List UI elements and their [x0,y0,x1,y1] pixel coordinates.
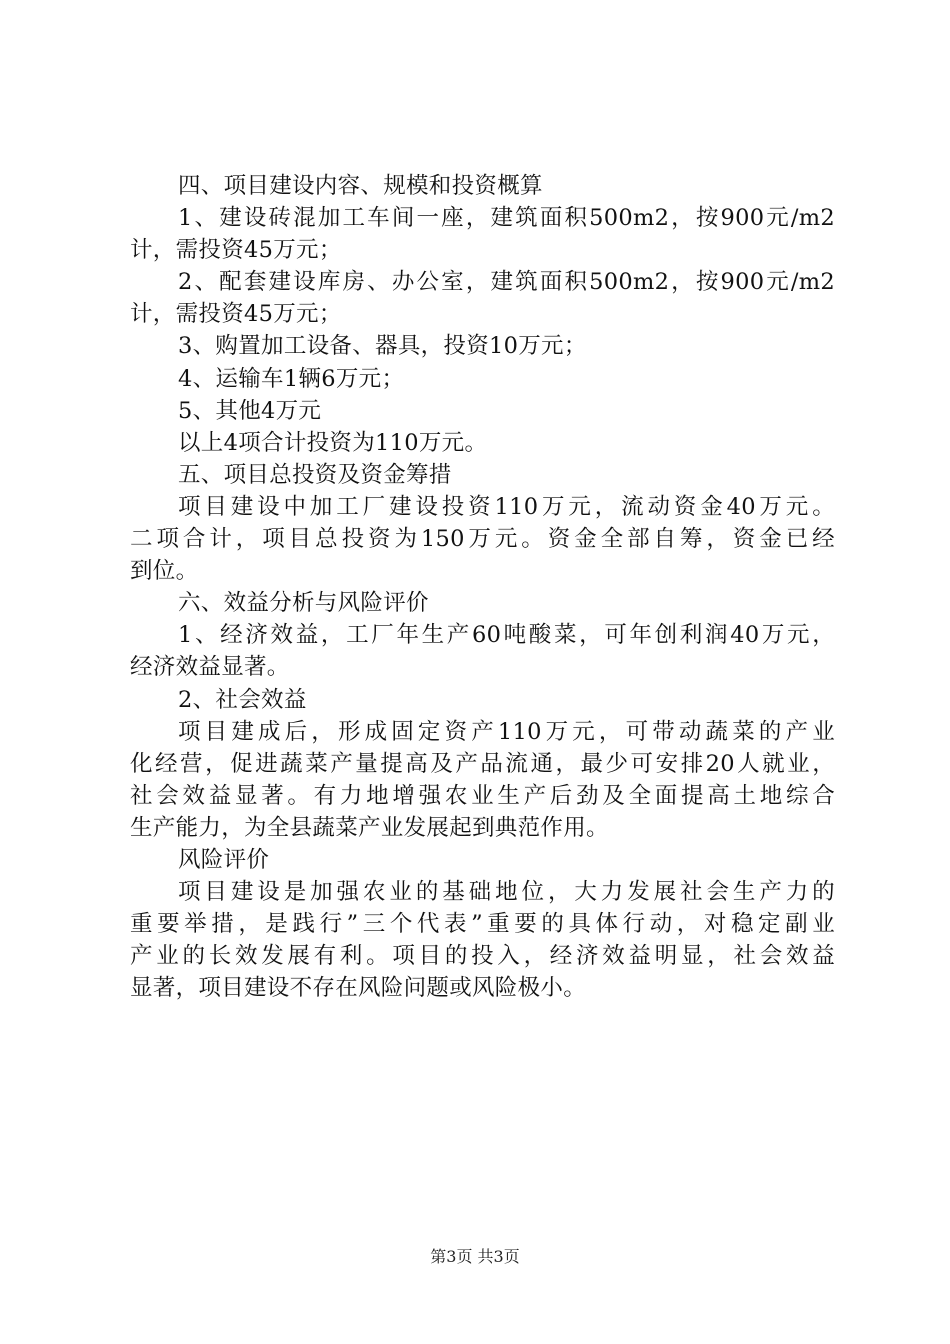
paragraph-line: 到位。 [130,558,199,585]
paragraph-line: 显著，项目建设不存在风险问题或风险极小。 [130,975,587,1002]
paragraph-line: 4、运输车1辆6万元； [178,365,405,392]
paragraph-line: 项目建设中加工厂建设投资110万元，流动资金40万元。 [178,493,835,520]
paragraph-line: 社会效益显著。有力地增强农业生产后劲及全面提高土地综合 [130,782,835,809]
section-heading-investment: 五、项目总投资及资金筹措 [178,461,452,488]
paragraph-line: 计，需投资45万元； [130,301,342,328]
paragraph-line: 1、经济效益，工厂年生产60吨酸菜，可年创利润40万元， [178,622,835,649]
page-number-footer: 第3页 共3页 [430,1247,520,1266]
paragraph-line: 以上4项合计投资为110万元。 [178,429,488,456]
document-body [130,170,835,1004]
paragraph-line: 经济效益显著。 [130,654,290,681]
paragraph-line: 重要举措，是践行”三个代表”重要的具体行动，对稳定副业 [130,911,835,938]
paragraph-line: 计，需投资45万元； [130,237,342,264]
paragraph-line: 项目建设是加强农业的基础地位，大力发展社会生产力的 [178,879,835,906]
subheading-social-benefit: 2、社会效益 [178,686,307,713]
paragraph-line: 二项合计，项目总投资为150万元。资金全部自筹，资金已经 [130,526,835,553]
section-heading-construction: 四、项目建设内容、规模和投资概算 [178,173,543,199]
paragraph-line: 5、其他4万元 [178,397,322,424]
paragraph-line: 化经营，促进蔬菜产量提高及产品流通，最少可安排20人就业， [130,750,835,777]
subheading-risk: 风险评价 [178,846,270,873]
section-heading-benefit: 六、效益分析与风险评价 [178,590,429,617]
paragraph-line: 2、配套建设库房、办公室，建筑面积500m2，按900元/m2 [178,269,835,296]
paragraph-line: 生产能力，为全县蔬菜产业发展起到典范作用。 [130,814,609,841]
paragraph-line: 项目建成后，形成固定资产110万元，可带动蔬菜的产业 [178,718,835,745]
paragraph-line: 3、购置加工设备、器具，投资10万元； [178,333,587,360]
paragraph-line: 1、建设砖混加工车间一座，建筑面积500m2，按900元/m2 [178,205,835,232]
paragraph-line: 产业的长效发展有利。项目的投入，经济效益明显，社会效益 [130,943,835,970]
